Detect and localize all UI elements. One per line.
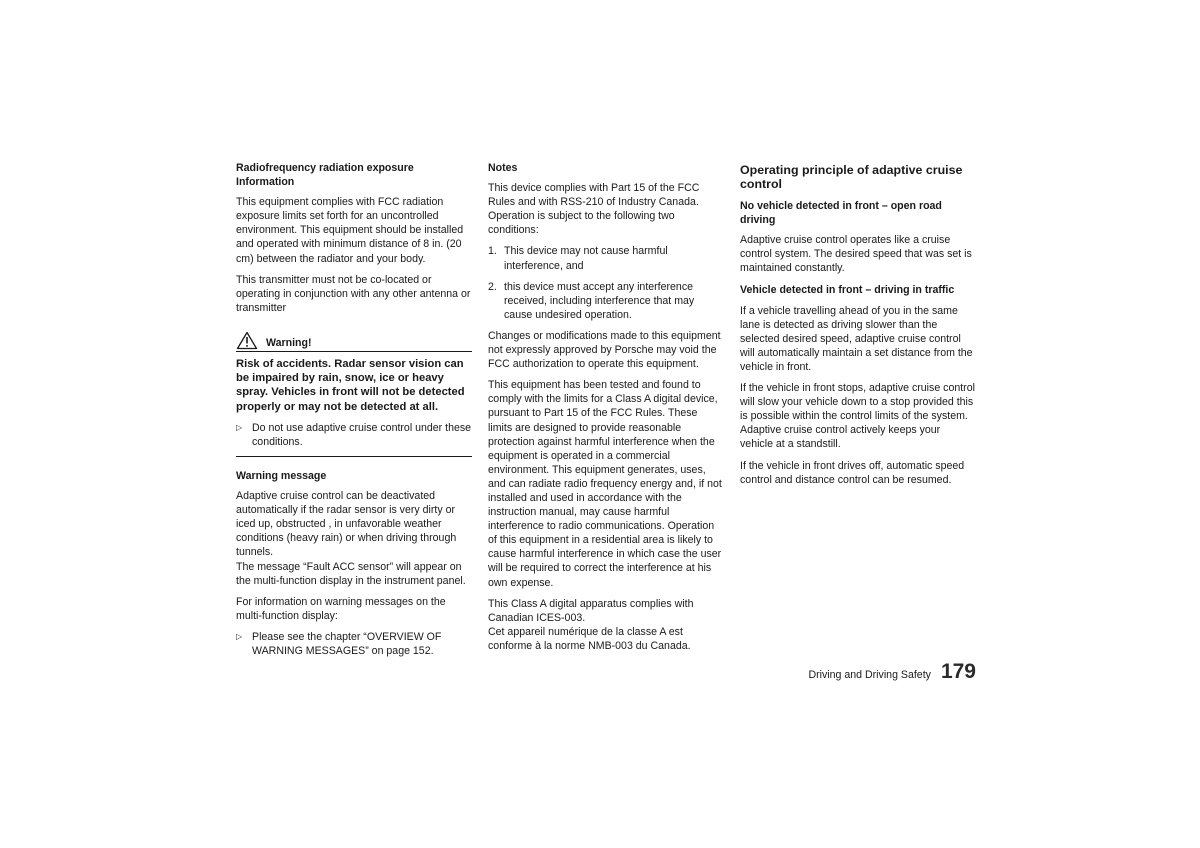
page-number: 179 xyxy=(940,660,976,683)
column-middle xyxy=(488,161,724,660)
paragraph: This equipment complies with FCC radiation exposure limits set forth for an uncontrolled environment. This equipment should be installed and operated with minimum distance of 8 in. (20 cm) between the radiator and your body. xyxy=(236,196,464,265)
page-footer xyxy=(808,660,976,684)
list-number: 1. xyxy=(488,245,497,258)
bullet-marker-icon: ▷ xyxy=(236,422,243,432)
column-left xyxy=(236,161,472,665)
bullet-marker-icon: ▷ xyxy=(236,631,243,641)
subheading-vehicle-detected: Vehicle detected in front – driving in traffic xyxy=(740,284,955,297)
numbered-list xyxy=(488,244,724,321)
section-heading-notes: Notes xyxy=(488,162,518,174)
paragraph: This Class A digital apparatus complies with Canadian ICES-003. xyxy=(488,597,694,624)
bullet-text: Do not use adaptive cruise control under these conditions. xyxy=(252,421,472,448)
list-text: this device must accept any interference received, including interference that may cause undesired operation. xyxy=(504,280,695,321)
warning-text: Risk of accidents. Radar sensor vision can be impaired by rain, snow, ice or heavy spray. Vehicles in front will not be detected properly or may not be detected at all. xyxy=(236,357,465,413)
paragraph: Changes or modifications made to this equipment not expressly approved by Porsche may void the FCC authorization to operate this equipment. xyxy=(488,329,721,371)
list-item xyxy=(236,421,472,449)
paragraph: This device complies with Part 15 of the FCC Rules and with RSS-210 of Industry Canada. Operation is subject to the following two conditions: xyxy=(488,182,700,237)
column-right xyxy=(740,161,976,494)
paragraph: If a vehicle travelling ahead of you in the same lane is detected as driving slower than the selected desired speed, adaptive cruise control will automatically maintain a set distance from the vehicle in front. xyxy=(740,304,973,373)
list-text: This device may not cause harmful interference, and xyxy=(504,245,668,272)
paragraph: Cet appareil numérique de la classe A est conforme à la norme NMB-003 du Canada. xyxy=(488,625,691,652)
paragraph: The message “Fault ACC sensor” will appear on the multi-function display in the instrument panel. xyxy=(236,560,466,587)
bullet-text: Please see the chapter “OVERVIEW OF WARNING MESSAGES” on page 152. xyxy=(252,630,442,657)
list-number: 2. xyxy=(488,280,497,293)
paragraph: Adaptive cruise control operates like a cruise control system. The desired speed that was set is maintained constantly. xyxy=(740,234,972,275)
warning-triangle-icon xyxy=(236,331,262,350)
list-item xyxy=(488,280,724,322)
paragraph: This equipment has been tested and found to comply with the limits for a Class A digital device, pursuant to Part 15 of the FCC Rules. These limits are designed to provide reasonable protection against harmful interference when the equipment is operated in a commercial environment. This equipment generates, uses, and can radiate radio frequency energy and, if not installed and used in accordance with the instruction manual, may cause harmful interference to radio communications. Operation of this equipment in a residential area is likely to cause harmful interference in which case the user will be required to correct the interference at his own expense. xyxy=(488,379,722,589)
paragraph: If the vehicle in front drives off, automatic speed control and distance control can be resumed. xyxy=(740,459,965,486)
footer-section-title: Driving and Driving Safety xyxy=(808,669,931,681)
warning-label: Warning! xyxy=(266,336,312,349)
warning-header xyxy=(236,331,472,352)
section-heading-warning-message: Warning message xyxy=(236,469,327,482)
paragraph: This transmitter must not be co-located or operating in conjunction with any other antenna or transmitter xyxy=(236,273,471,314)
divider xyxy=(236,456,472,457)
paragraph: Adaptive cruise control can be deactivated automatically if the radar sensor is very dirty or iced up, obstructed , in unfavorable weather conditions (heavy rain) or when driving through tunnels. xyxy=(236,490,457,559)
subheading-no-vehicle: No vehicle detected in front – open road driving xyxy=(740,200,942,227)
section-heading-operating-principle: Operating principle of adaptive cruise control xyxy=(740,163,963,191)
section-heading-rf-exposure: Radiofrequency radiation exposure Information xyxy=(236,162,414,189)
list-item xyxy=(236,630,472,658)
list-item xyxy=(488,244,724,272)
paragraph: If the vehicle in front stops, adaptive cruise control will slow your vehicle down to a stop provided this is possible within the control limits of the system. Adaptive cruise control actively keeps your vehicle at a standstill. xyxy=(740,382,975,451)
paragraph: For information on warning messages on the multi-function display: xyxy=(236,595,446,622)
